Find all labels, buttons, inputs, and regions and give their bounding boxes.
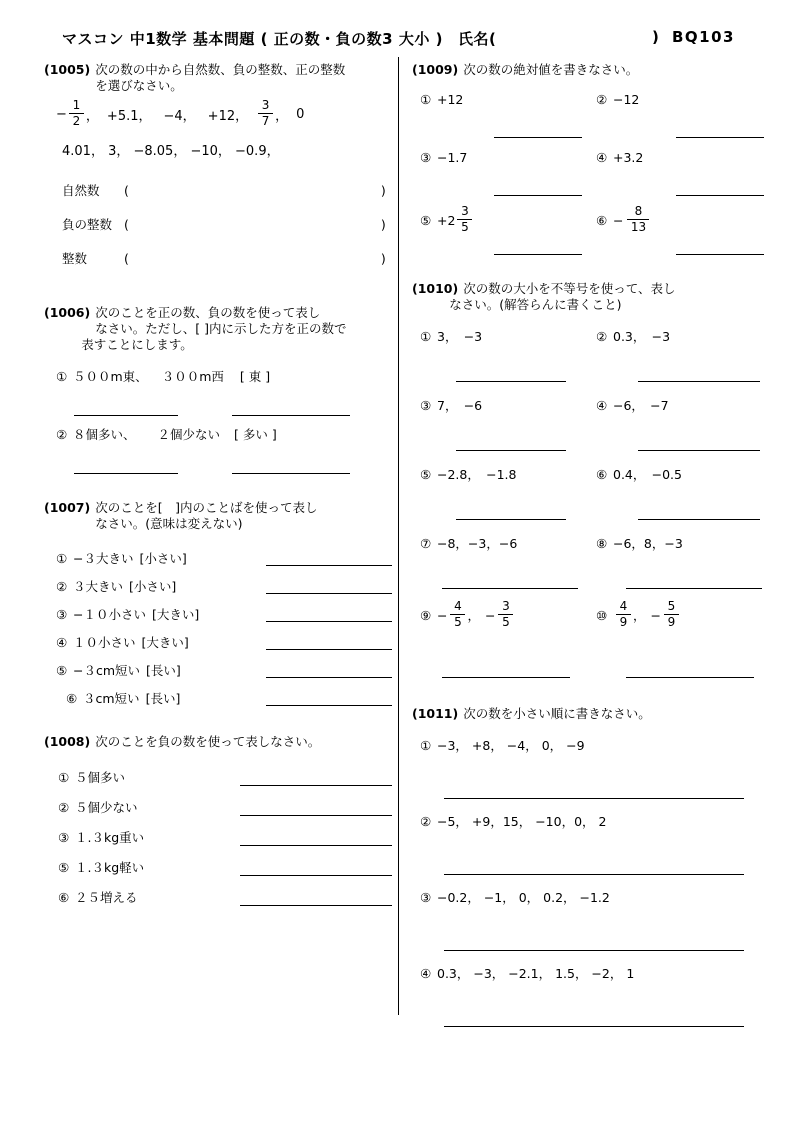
problem-1010-item	[596, 327, 764, 345]
problem-1005-numbers-row1	[56, 100, 392, 128]
item-2-text: ３大きい	[73, 579, 124, 595]
item-marker-2: ②	[56, 426, 68, 442]
item-marker-2: ②	[56, 578, 68, 594]
item-5-text: −３cm短い	[73, 663, 141, 679]
problem-1005-numbers-row2: 4.01， 3， −8.05， −10， −0.9，	[62, 144, 280, 160]
problem-1007-item	[56, 656, 392, 684]
answer-blank[interactable]	[676, 137, 764, 138]
item-marker-2: ②	[596, 92, 608, 107]
item-marker-5: ⑤	[420, 212, 432, 228]
answer-blank[interactable]	[240, 815, 392, 816]
fraction-denominator: 5	[454, 614, 462, 629]
answer-blank[interactable]	[494, 137, 582, 138]
answer-blank[interactable]	[266, 621, 392, 622]
problem-1010-item	[596, 534, 764, 552]
answer-label-negative-integers: 負の整数	[62, 217, 113, 233]
item-3-text: −１０小さい	[73, 607, 146, 623]
problem-1006-item-1	[56, 367, 392, 385]
answer-blank[interactable]	[442, 677, 570, 678]
separator: ，	[633, 608, 646, 624]
fraction-2	[498, 600, 513, 628]
problem-1008	[44, 734, 392, 912]
answer-blank[interactable]	[444, 1026, 744, 1027]
left-column	[44, 62, 392, 912]
problem-1009-item	[420, 206, 588, 234]
answer-blank[interactable]	[266, 649, 392, 650]
item-2-text: ５個少ない	[75, 800, 138, 816]
answer-blank[interactable]	[240, 785, 392, 786]
problem-1008-item	[58, 882, 392, 912]
problem-1011-item	[412, 812, 764, 879]
answer-close-paren: )	[380, 216, 386, 232]
problem-1010-item	[420, 396, 588, 414]
item-marker-4: ④	[596, 397, 608, 413]
item-marker-3: ③	[420, 397, 432, 413]
problem-1010-number: (1010)	[412, 281, 459, 297]
answer-label-integers: 整数	[62, 251, 88, 267]
signed-fraction-value	[613, 206, 651, 234]
item-4-bracket: [大きい]	[141, 635, 189, 651]
item-marker-4: ④	[420, 965, 432, 981]
answer-label-natural-numbers: 自然数	[62, 183, 100, 199]
answer-blank[interactable]	[456, 519, 566, 520]
item-1-value: 3， −3	[437, 329, 483, 345]
student-name-label: 氏名(	[458, 30, 497, 48]
sign: −	[613, 212, 624, 228]
item-1-text: ５個多い	[75, 770, 126, 786]
item-1-text: −３大きい	[73, 551, 134, 567]
item-6-text: ３cm短い	[83, 691, 140, 707]
problem-1009-item	[596, 206, 764, 234]
answer-blank[interactable]	[444, 874, 744, 875]
answer-blank[interactable]	[456, 381, 566, 382]
problem-1007-item	[56, 572, 392, 600]
item-5-value: −2.8， −1.8	[437, 467, 517, 483]
item-marker-3: ③	[420, 150, 432, 165]
item-marker-4: ④	[596, 150, 608, 165]
answer-blank[interactable]	[638, 519, 760, 520]
item-2-bracket: [ 多い ]	[234, 427, 277, 443]
problem-1010-item	[596, 601, 764, 629]
item-marker-10: ⑩	[596, 607, 608, 623]
answer-blank[interactable]	[456, 450, 566, 451]
item-4-value: +3.2	[613, 150, 644, 165]
answer-blank[interactable]	[638, 450, 760, 451]
problem-1006-item-2	[56, 425, 392, 443]
item-marker-1: ①	[58, 769, 70, 785]
answer-blank[interactable]	[494, 254, 582, 255]
item-3-text: １.３kg重い	[75, 830, 145, 846]
problem-1007-items	[44, 544, 392, 712]
problem-1005-number: (1005)	[44, 62, 91, 77]
item-1-value: +12	[437, 92, 464, 107]
problem-1009-items	[412, 92, 764, 259]
item-marker-1: ①	[420, 92, 432, 107]
problem-1008-item	[58, 762, 392, 792]
item-marker-1: ①	[56, 368, 68, 384]
fraction-denominator: 2	[72, 113, 81, 128]
item-6-value: 0.4， −0.5	[613, 467, 682, 483]
worksheet-code: BQ103	[672, 28, 735, 46]
item-7-value: −8，−3，−6	[437, 536, 518, 552]
answer-open-paren: (	[124, 216, 129, 232]
fraction-2	[664, 600, 679, 628]
fraction-denominator: 5	[461, 219, 469, 234]
problem-1007-prompt-line1: 次のことを[ ]内のことばを使って表し	[95, 500, 318, 516]
item-2-value: −5， +9，15， −10，0， 2	[437, 814, 607, 830]
problem-1009-row	[412, 206, 764, 259]
fraction-denominator: 13	[630, 219, 647, 234]
problem-1010-row	[412, 601, 764, 682]
problem-1011	[412, 706, 764, 1031]
answer-blank[interactable]	[266, 565, 392, 566]
item-marker-5: ⑤	[420, 466, 432, 482]
answer-blank[interactable]	[266, 705, 392, 706]
sign-2: −	[485, 607, 496, 623]
item-4-value: −6， −7	[613, 398, 669, 414]
problem-1010-item	[420, 327, 588, 345]
student-name-close-paren: )	[652, 28, 660, 46]
answer-blank[interactable]	[240, 845, 392, 846]
fraction-numerator: 1	[72, 98, 81, 112]
column-divider	[398, 57, 399, 1015]
fraction-denominator: 9	[667, 614, 676, 629]
number-plus-5-1: +5.1，	[106, 108, 152, 124]
problem-1010-item	[596, 396, 764, 414]
fraction	[627, 205, 649, 233]
item-marker-2: ②	[58, 799, 70, 815]
item-3-value: −0.2， −1， 0， 0.2， −1.2	[437, 890, 610, 906]
answer-blank[interactable]	[638, 381, 760, 382]
answer-blank[interactable]	[626, 677, 754, 678]
item-1-text-b: ３００m西	[161, 369, 224, 385]
item-marker-2: ②	[420, 813, 432, 829]
item-marker-1: ①	[56, 550, 68, 566]
fraction-numerator: 3	[502, 599, 510, 614]
page-header	[0, 28, 794, 58]
problem-1006-prompt-line1: 次のことを正の数、負の数を使って表し	[95, 305, 321, 321]
problem-1009-item	[420, 92, 588, 107]
problem-1005	[44, 62, 392, 267]
problem-1010-row	[412, 327, 764, 386]
item-marker-5: ⑤	[56, 662, 68, 678]
item-5-text: １.３kg軽い	[75, 860, 145, 876]
answer-blank[interactable]	[240, 875, 392, 876]
problem-1010-prompt-line2: なさい。(解答らんに書くこと)	[449, 297, 622, 313]
fraction-numerator: 8	[634, 204, 643, 218]
item-6-bracket: [長い]	[145, 691, 181, 707]
problem-1006-number: (1006)	[44, 305, 91, 321]
problem-1008-prompt-line1: 次のことを負の数を使って表しなさい。	[95, 734, 321, 750]
problem-1006-item-1-blanks	[74, 415, 392, 416]
problem-1007-prompt-line2: なさい。(意味は変えない)	[95, 516, 243, 532]
worksheet-title: マスコン 中1数学 基本問題 ( 正の数・負の数3 大小 )	[62, 30, 443, 48]
problem-1009-item	[596, 150, 764, 165]
problem-1010-item	[420, 601, 588, 629]
item-2-bracket: [小さい]	[129, 579, 177, 595]
problem-1009-row	[412, 150, 764, 200]
item-2-value: 0.3， −3	[613, 329, 671, 345]
item-marker-5: ⑤	[58, 859, 70, 875]
problem-1006-prompt-line2: なさい。ただし、[ ]内に示した方を正の数で	[95, 321, 347, 337]
problem-1011-items	[412, 736, 764, 1031]
problem-1009-item	[596, 92, 764, 107]
item-4-text: １０小さい	[73, 635, 136, 651]
item-marker-6: ⑥	[66, 690, 78, 706]
fraction-numerator: 3	[261, 98, 270, 112]
problem-1005-prompt-line1: 次の数の中から自然数、負の整数、正の整数	[95, 62, 346, 77]
item-marker-6: ⑥	[596, 212, 608, 228]
item-1-bracket: [ 東 ]	[239, 369, 271, 385]
item-marker-8: ⑧	[596, 535, 608, 551]
problem-1005-prompt-line2: を選びなさい。	[95, 78, 183, 93]
problem-1010	[412, 281, 764, 682]
fraction-1	[616, 600, 631, 628]
problem-1008-item	[58, 792, 392, 822]
comma-2: ，	[275, 108, 289, 124]
item-5-bracket: [長い]	[146, 663, 181, 679]
answer-open-paren: (	[124, 250, 129, 266]
answer-blank[interactable]	[494, 195, 582, 196]
problem-1008-items	[44, 762, 392, 912]
item-marker-4: ④	[56, 634, 68, 650]
problem-1009-item	[420, 150, 588, 165]
problem-1011-item	[412, 736, 764, 803]
fraction-numerator: 4	[619, 599, 628, 614]
problem-1011-prompt-line1: 次の数を小さい順に書きなさい。	[463, 706, 651, 722]
number-zero: 0	[296, 106, 305, 122]
problem-1007	[44, 500, 392, 712]
problem-1007-number: (1007)	[44, 500, 91, 516]
problem-1008-item	[58, 852, 392, 882]
item-3-value: −1.7	[437, 150, 468, 165]
problem-1011-number: (1011)	[412, 706, 459, 722]
item-2-value: −12	[613, 92, 640, 107]
item-marker-6: ⑥	[58, 889, 70, 905]
mixed-number-value	[437, 206, 474, 234]
number-plus-12: +12，	[207, 108, 249, 124]
item-marker-3: ③	[58, 829, 70, 845]
answer-blank[interactable]	[676, 254, 764, 255]
item-marker-1: ①	[420, 328, 432, 344]
problem-1008-number: (1008)	[44, 734, 91, 750]
item-marker-7: ⑦	[420, 535, 432, 551]
sign-1: −	[437, 607, 448, 623]
answer-blank[interactable]	[240, 905, 392, 906]
problem-1010-item	[596, 465, 764, 483]
problem-1010-item	[420, 465, 588, 483]
answer-blank[interactable]	[444, 950, 744, 951]
item-4-value: 0.3， −3， −2.1， 1.5， −2， 1	[437, 966, 635, 982]
item-6-text: ２５増える	[75, 890, 138, 906]
separator: ，	[467, 608, 480, 624]
answer-close-paren: )	[380, 250, 386, 266]
fraction-numerator: 5	[667, 599, 676, 614]
item-marker-9: ⑨	[420, 607, 432, 623]
item-marker-6: ⑥	[596, 466, 608, 482]
answer-blank[interactable]	[232, 415, 350, 416]
answer-blank[interactable]	[266, 677, 392, 678]
answer-blank[interactable]	[676, 195, 764, 196]
fraction-denominator: 9	[619, 614, 628, 629]
fraction-denominator: 7	[261, 113, 270, 128]
problem-1008-item	[58, 822, 392, 852]
fraction-1	[450, 600, 465, 628]
answer-blank[interactable]	[266, 593, 392, 594]
fraction-one-half	[69, 99, 84, 127]
item-2-text-a: ８個多い、	[73, 427, 136, 443]
item-1-value: −3， +8， −4， 0， −9	[437, 738, 585, 754]
answer-blank[interactable]	[232, 473, 350, 474]
sign-2: −	[650, 607, 661, 623]
problem-1007-item	[66, 684, 392, 712]
problem-1010-row	[412, 534, 764, 593]
problem-1010-row	[412, 465, 764, 524]
problem-1006-prompt-line3: 表すことにします。	[81, 337, 193, 353]
fraction	[457, 205, 472, 233]
problem-1010-items	[412, 327, 764, 682]
problem-1007-item	[56, 600, 392, 628]
item-3-bracket: [大きい]	[151, 607, 200, 623]
comma-1: ，	[85, 108, 99, 124]
problem-1005-answer-row	[62, 215, 392, 233]
number-minus-4: −4，	[163, 108, 196, 124]
item-2-text-b: ２個少ない	[157, 427, 221, 443]
problem-1009-prompt-line1: 次の数の絶対値を書きなさい。	[463, 62, 639, 77]
mixed-whole: +2	[437, 212, 456, 228]
problem-1011-item	[412, 964, 764, 1031]
item-1-text-a: ５００m東、	[73, 369, 148, 385]
answer-blank[interactable]	[444, 798, 744, 799]
problem-1009-row	[412, 92, 764, 142]
fraction-numerator: 3	[461, 204, 469, 218]
answer-blank[interactable]	[626, 588, 762, 589]
answer-blank[interactable]	[74, 473, 178, 474]
item-marker-1: ①	[420, 737, 432, 753]
item-marker-2: ②	[596, 328, 608, 344]
problem-1005-answer-row	[62, 181, 392, 199]
problem-1010-item	[420, 534, 588, 552]
item-marker-3: ③	[56, 606, 68, 622]
problem-1007-item	[56, 544, 392, 572]
item-8-value: −6，8，−3	[613, 536, 683, 552]
fraction-numerator: 4	[454, 599, 462, 614]
answer-blank[interactable]	[442, 588, 578, 589]
item-marker-3: ③	[420, 889, 432, 905]
problem-1010-prompt-line1: 次の数の大小を不等号を使って、表し	[463, 281, 676, 297]
problem-1007-item	[56, 628, 392, 656]
problem-1009	[412, 62, 764, 259]
item-3-value: 7， −6	[437, 398, 483, 414]
minus-sign: −	[56, 106, 67, 122]
fraction-three-sevenths	[258, 99, 273, 127]
fraction-denominator: 5	[502, 614, 510, 629]
problem-1010-row	[412, 396, 764, 455]
problem-1009-number: (1009)	[412, 62, 459, 77]
answer-close-paren: )	[380, 182, 386, 198]
problem-1005-answer-row	[62, 249, 392, 267]
answer-blank[interactable]	[74, 415, 178, 416]
problem-1006-item-2-blanks	[74, 473, 392, 474]
item-1-bracket: [小さい]	[139, 551, 187, 567]
problem-1006	[44, 305, 392, 474]
problem-1011-item	[412, 888, 764, 955]
answer-open-paren: (	[124, 182, 129, 198]
right-column	[412, 62, 764, 1031]
